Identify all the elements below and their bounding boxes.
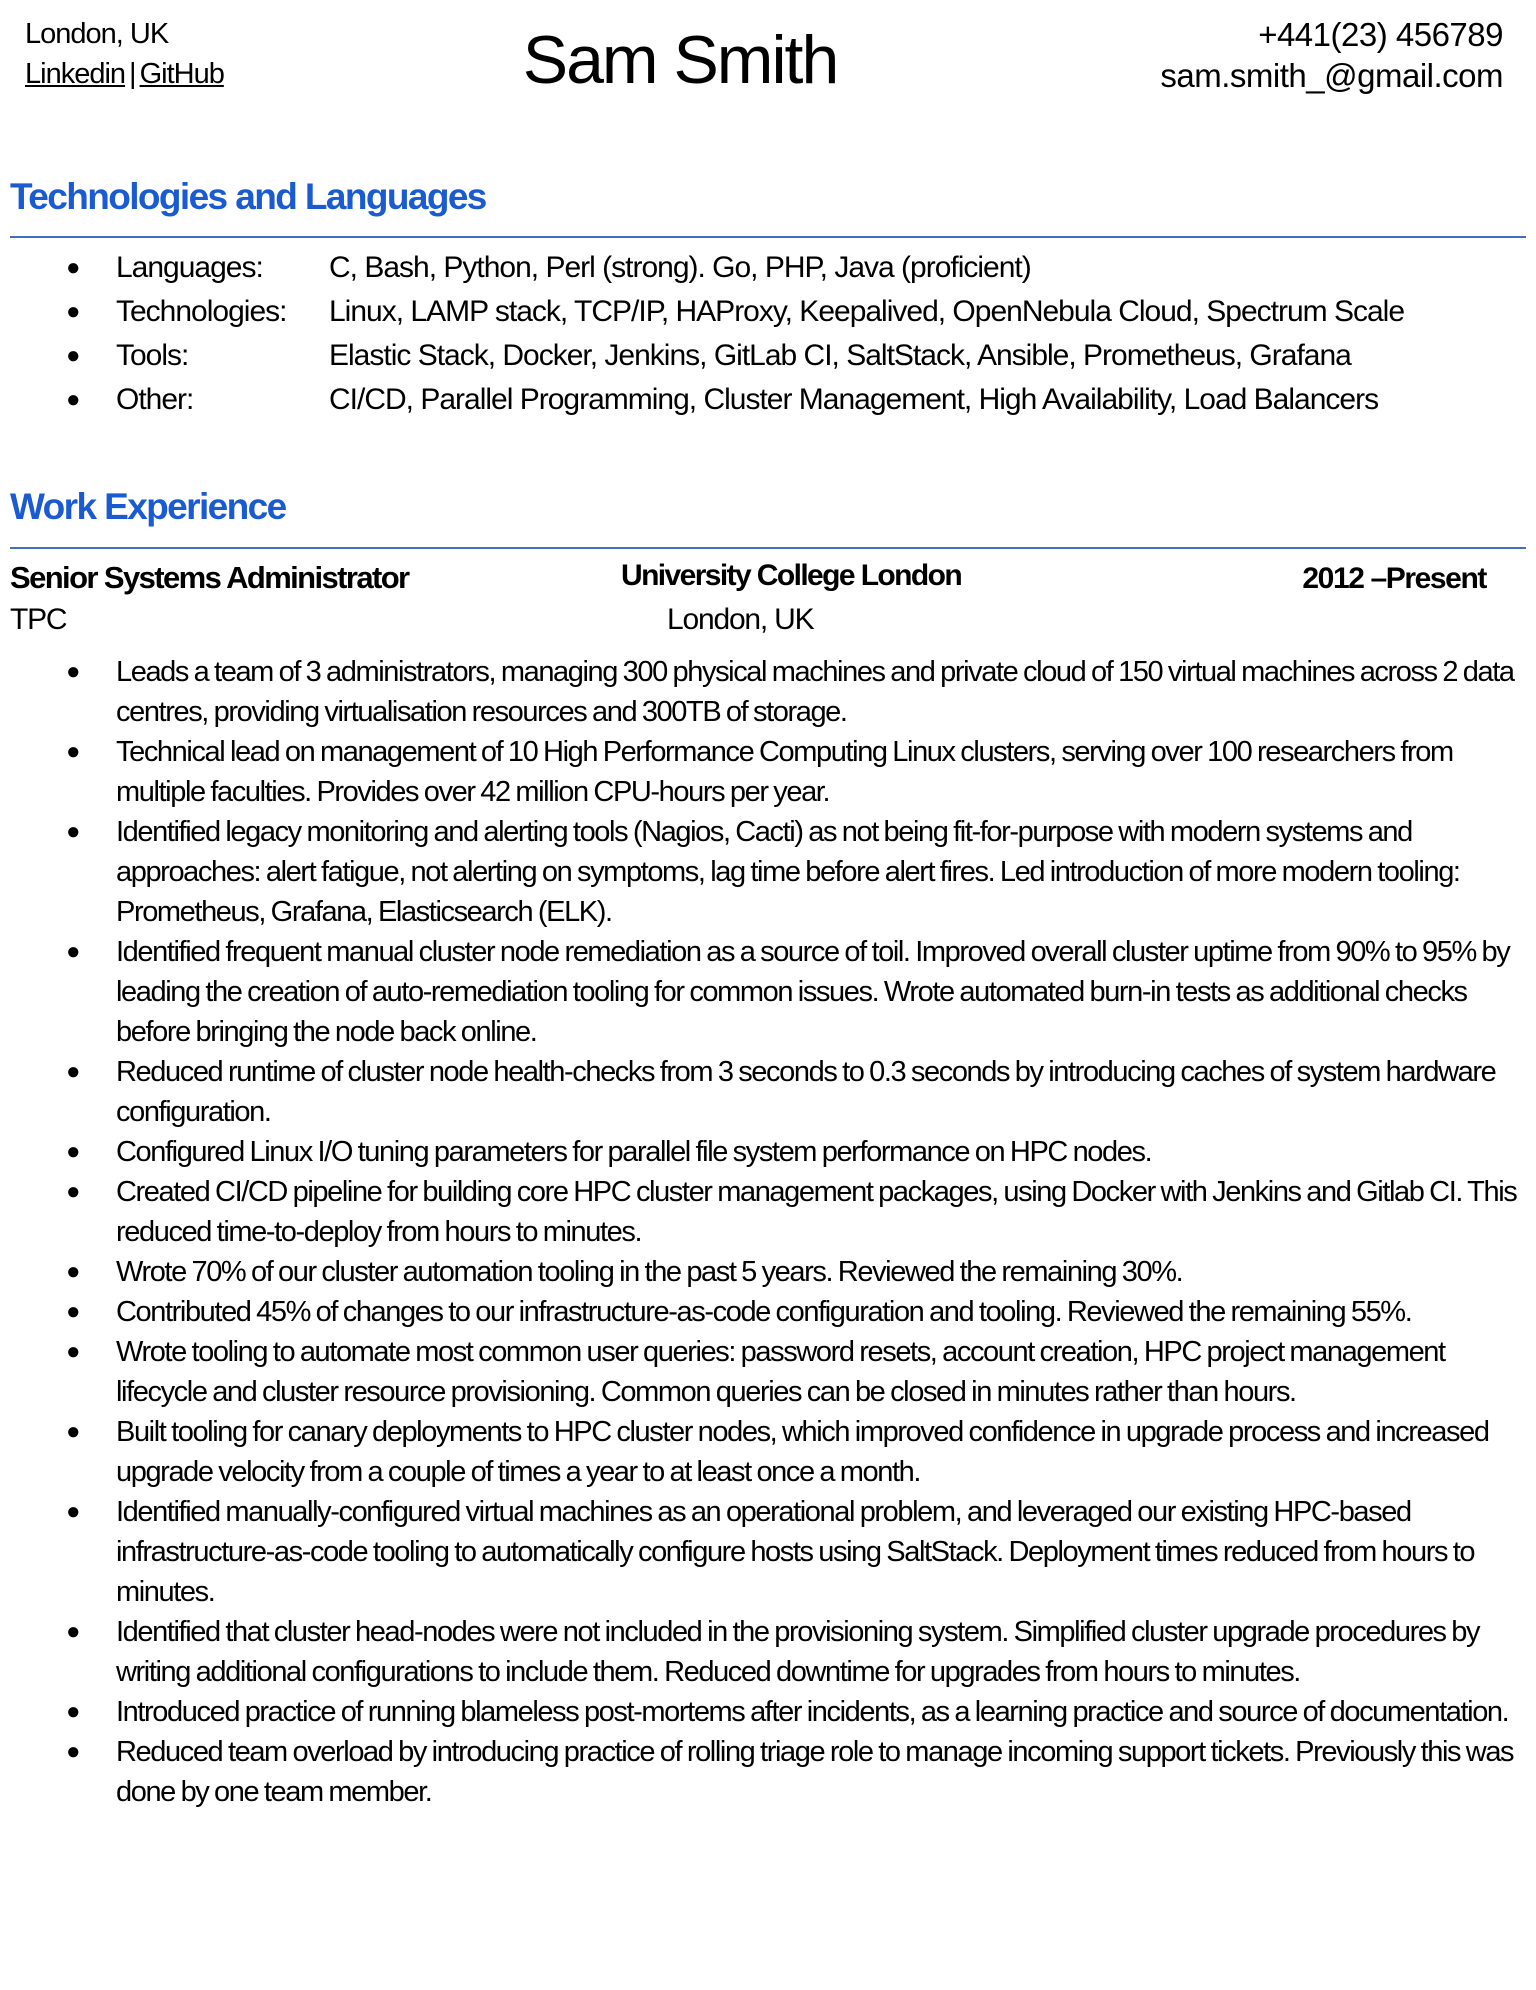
bullet-icon: ● <box>66 1698 80 1725</box>
skill-value: CI/CD, Parallel Programming, Cluster Management, High Availability, Load Balancers <box>329 383 1379 416</box>
bullet-icon: ● <box>66 1178 80 1205</box>
duty-item <box>0 1612 1536 1692</box>
job-title: Senior Systems Administrator <box>10 560 409 595</box>
bullet-icon: ● <box>66 342 80 369</box>
bullet-icon: ● <box>66 818 80 845</box>
skills-list <box>0 246 1536 422</box>
duty-item <box>0 732 1536 812</box>
job-duties-list <box>0 652 1536 1812</box>
bullet-icon: ● <box>66 1058 80 1085</box>
duty-text: Contributed 45% of changes to our infrastructure-as-code configuration and tooling. Reviewed the remaining 55%. <box>116 1296 1412 1328</box>
job-location: London, UK <box>667 603 814 636</box>
bullet-icon: ● <box>66 1258 80 1285</box>
email-address: sam.smith_@gmail.com <box>1160 57 1503 94</box>
duty-item <box>0 1412 1536 1492</box>
duty-text: Identified legacy monitoring and alerting tools (Nagios, Cacti) as not being fit-for-purpose with modern systems and approaches: alert fatigue, not alerting on symptoms, lag time before alert fires. Led introduction of more modern tooling: Prometheus, Grafana, Elasticsearch (ELK). <box>116 816 1460 928</box>
bullet-icon: ● <box>66 1618 80 1645</box>
candidate-name: Sam Smith <box>522 22 838 98</box>
skill-value: C, Bash, Python, Perl (strong). Go, PHP, Java (proficient) <box>329 251 1031 284</box>
work-section-title: Work Experience <box>10 486 286 527</box>
duty-text: Identified frequent manual cluster node remediation as a source of toil. Improved overall cluster uptime from 90% to 95% by leading the creation of auto-remediation tooling for common issues. Wrote automated burn-in tests as additional checks before bringing the node back online. <box>116 936 1510 1048</box>
skill-label: Technologies: <box>116 295 287 328</box>
job-company: University College London <box>621 559 962 592</box>
duty-text: Reduced runtime of cluster node health-checks from 3 seconds to 0.3 seconds by introducing caches of system hardware configuration. <box>116 1056 1496 1128</box>
skills-section-divider <box>10 236 1526 238</box>
bullet-icon: ● <box>66 1498 80 1525</box>
bullet-icon: ● <box>66 298 80 325</box>
linkedin-link[interactable]: Linkedin <box>25 58 126 90</box>
duty-item <box>0 812 1536 932</box>
skill-row-tools <box>0 334 1536 378</box>
duty-text: Created CI/CD pipeline for building core HPC cluster management packages, using Docker with Jenkins and Gitlab CI. This reduced time-to-deploy from hours to minutes. <box>116 1176 1517 1248</box>
skill-row-languages <box>0 246 1536 290</box>
duty-text: Built tooling for canary deployments to HPC cluster nodes, which improved confidence in upgrade process and increased upgrade velocity from a couple of times a year to at least once a month. <box>116 1416 1489 1488</box>
job-dates: 2012 –Present <box>1302 562 1486 595</box>
duty-item <box>0 932 1536 1052</box>
duty-text: Reduced team overload by introducing practice of rolling triage role to manage incoming support tickets. Previously this was done by one team member. <box>116 1736 1514 1808</box>
duty-text: Introduced practice of running blameless post-mortems after incidents, as a learning practice and source of documentation. <box>116 1696 1509 1728</box>
duty-item <box>0 1292 1536 1332</box>
skill-label: Tools: <box>116 339 189 372</box>
skill-value: Elastic Stack, Docker, Jenkins, GitLab CI, SaltStack, Ansible, Prometheus, Grafana <box>329 339 1351 372</box>
bullet-icon: ● <box>66 1738 80 1765</box>
phone-number: +441(23) 456789 <box>1258 16 1503 53</box>
bullet-icon: ● <box>66 1338 80 1365</box>
duty-item <box>0 1332 1536 1412</box>
bullet-icon: ● <box>66 254 80 281</box>
duty-text: Wrote 70% of our cluster automation tooling in the past 5 years. Reviewed the remaining 30%. <box>116 1256 1183 1288</box>
skill-label: Languages: <box>116 251 263 284</box>
duty-item <box>0 1172 1536 1252</box>
location-text: London, UK <box>25 18 169 50</box>
duty-text: Technical lead on management of 10 High Performance Computing Linux clusters, serving over 100 researchers from multiple faculties. Provides over 42 million CPU-hours per year. <box>116 736 1453 808</box>
duty-item <box>0 652 1536 732</box>
duty-item <box>0 1132 1536 1172</box>
duty-item <box>0 1052 1536 1132</box>
job-department: TPC <box>10 603 67 636</box>
skill-value: Linux, LAMP stack, TCP/IP, HAProxy, Keepalived, OpenNebula Cloud, Spectrum Scale <box>329 295 1405 328</box>
skills-section-title: Technologies and Languages <box>10 176 486 217</box>
header-contact-right <box>1160 14 1503 96</box>
github-link[interactable]: GitHub <box>139 58 224 90</box>
bullet-icon: ● <box>66 738 80 765</box>
bullet-icon: ● <box>66 386 80 413</box>
bullet-icon: ● <box>66 1418 80 1445</box>
bullet-icon: ● <box>66 1298 80 1325</box>
duty-text: Identified that cluster head-nodes were not included in the provisioning system. Simplified cluster upgrade procedures by writing additional configurations to include them. Reduced downtime for upgrades from hours to minutes. <box>116 1616 1480 1688</box>
duty-text: Identified manually-configured virtual machines as an operational problem, and leveraged our existing HPC-based infrastructure-as-code tooling to automatically configure hosts using SaltStack. Deployment times reduced from hours to minutes. <box>116 1496 1475 1608</box>
skill-row-technologies <box>0 290 1536 334</box>
bullet-icon: ● <box>66 1138 80 1165</box>
duty-text: Wrote tooling to automate most common user queries: password resets, account creation, HPC project management lifecycle and cluster resource provisioning. Common queries can be closed in minutes rather than hours. <box>116 1336 1445 1408</box>
skill-row-other <box>0 378 1536 422</box>
duty-item <box>0 1252 1536 1292</box>
duty-item <box>0 1732 1536 1812</box>
duty-item <box>0 1692 1536 1732</box>
link-separator: | <box>129 58 136 90</box>
bullet-icon: ● <box>66 658 80 685</box>
duty-text: Leads a team of 3 administrators, managing 300 physical machines and private cloud of 150 virtual machines across 2 data centres, providing virtualisation resources and 300TB of storage. <box>116 656 1514 728</box>
duty-item <box>0 1492 1536 1612</box>
duty-text: Configured Linux I/O tuning parameters for parallel file system performance on HPC nodes. <box>116 1136 1152 1168</box>
bullet-icon: ● <box>66 938 80 965</box>
skill-label: Other: <box>116 383 194 416</box>
work-section-divider <box>10 547 1526 549</box>
